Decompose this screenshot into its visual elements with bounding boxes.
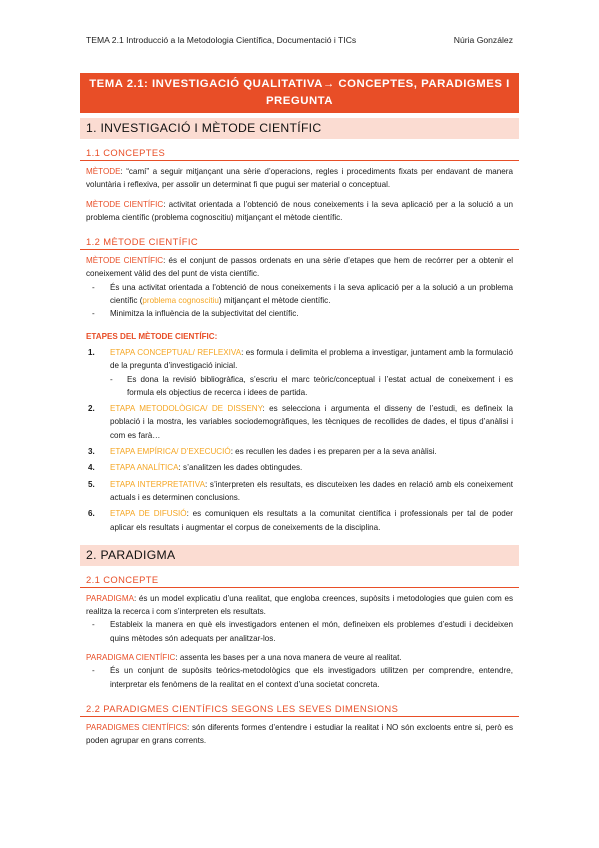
topic-banner	[80, 73, 519, 113]
stage-term: ETAPA METODOLÒGICA/ DE DISSENY	[110, 404, 263, 414]
stage-term: ETAPA INTERPRETATIVA	[110, 479, 205, 489]
stage-term: ETAPA CONCEPTUAL/ REFLEXIVA	[110, 347, 242, 357]
dash-marker: -	[110, 374, 113, 384]
list-item	[80, 373, 519, 400]
subsection-1-2-heading: 1.2 MÈTODE CIENTÍFIC	[80, 235, 519, 250]
list-item	[80, 281, 519, 308]
stage-subtext: Es dona la revisió bibliogràfica, s’escriu el marc teòric/conceptual i l’estat actual de coneixement i es formula els objectius de recerca i idees de partida.	[127, 374, 513, 397]
list-item	[80, 478, 519, 505]
header-course-title: TEMA 2.1 Introducció a la Metodologia Científica, Documentació i TICs	[86, 35, 357, 45]
stage-text: : es selecciona i argumenta el disseny de l’estudi, es defineix la població i la mostra, les variables sociodemogràfiques, les tècniques de recollides de dades, el tipus d’anàlisi i com es farà…	[110, 404, 514, 440]
header-author: Núria González	[453, 35, 513, 45]
stage-text: : es formula i delimita el problema a investigar, juntament amb la formulació de la pregunta d’investigació inicial.	[110, 347, 513, 371]
term-metode-cientific: MÈTODE CIENTÍFIC	[86, 199, 164, 209]
etapes-label: ETAPES DEL MÈTODE CIENTÍFIC:	[86, 331, 218, 341]
number-marker: 2.	[88, 404, 95, 414]
section-2-heading: 2. PARADIGMA	[80, 545, 519, 566]
stage-term: ETAPA DE DIFUSIÓ	[110, 509, 187, 519]
list-item	[80, 507, 519, 534]
paradigma-cientific-definition	[80, 651, 519, 664]
number-marker: 3.	[88, 447, 95, 457]
number-marker: 6.	[88, 509, 95, 519]
stage-term: ETAPA EMPÍRICA/ D’EXECUCIÓ	[110, 447, 231, 457]
paradigma-text: : és un model explicatiu d’una realitat, que engloba creences, supòsits i metodologies que guien com es realitza la recerca i com s’interpreten els resultats.	[86, 593, 513, 617]
term-metode: MÈTODE	[86, 167, 121, 176]
term-paradigma: PARADIGMA	[86, 593, 134, 603]
metode-cientific-definition-2	[80, 254, 519, 281]
stage-text: : es comuniquen els resultats a la comunitat científica i professionals per tal de poder aplicar els resultats i augmentar el corpus de coneixements de la disciplina.	[110, 509, 513, 532]
subsection-2-2-heading: 2.2 PARADIGMES CIENTÍFICS SEGONS LES SEVES DIMENSIONS	[80, 702, 519, 717]
metode-cientific-definition	[80, 198, 519, 225]
list-item	[80, 461, 519, 474]
list-item	[80, 307, 519, 320]
number-marker: 4.	[88, 463, 95, 473]
page-header	[86, 35, 513, 45]
metode-text: : “camí” a seguir mitjançant una sèrie d’operacions, regles i procediments fixats per endavant de manera voluntària i reflexiva, per assolir un determinat fi que pugui ser material o conceptual.	[86, 167, 513, 190]
list-item	[80, 402, 519, 442]
list-item	[80, 445, 519, 458]
section-1-heading: 1. INVESTIGACIÓ I MÈTODE CIENTÍFIC	[80, 118, 519, 139]
paradigma-definition	[80, 592, 519, 619]
number-marker: 1.	[88, 347, 95, 357]
banner-line-1: TEMA 2.1: INVESTIGACIÓ QUALITATIVA→ CONCEPTES, PARADIGMES I	[89, 78, 510, 90]
term-paradigma-cientific: PARADIGMA CIENTÍFIC	[86, 653, 176, 663]
bullet-text: Minimitza la influència de la subjectivitat del científic.	[110, 309, 299, 319]
dash-marker: -	[92, 282, 95, 292]
list-item	[80, 664, 519, 691]
stage-text: : s’analitzen les dades obtingudes.	[178, 463, 303, 473]
paradigmes-cientifics-text: : són diferents formes d’entendre i estudiar la realitat i NO són excloents entre si, però es poden agrupar en grans corrents.	[86, 722, 513, 746]
term-metode-cientific: MÈTODE CIENTÍFIC	[86, 256, 164, 266]
term-paradigmes-cientifics: PARADIGMES CIENTÍFICS	[86, 722, 188, 732]
metode-cientific-text: : activitat orientada a l’obtenció de nous coneixements i la seva aplicació per a la solució a un problema científic (problema cognoscitiu) mitjançant el mètode científic.	[86, 199, 513, 222]
banner-line-2: PREGUNTA	[265, 95, 334, 107]
stage-text: : s’interpreten els resultats, es discuteixen les dades en relació amb els coneixement actuals i es determinen conclusions.	[110, 479, 513, 502]
metode-cientific-text-2: : és el conjunt de passos ordenats en una sèrie d’etapes que hem de recórrer per a obtenir el coneixement vàlid des del punt de vista científic.	[86, 256, 513, 279]
bullet-text: És una activitat orientada a l’obtenció de nous coneixements i la seva aplicació per a la solució a un problema científic (	[110, 282, 513, 306]
dash-marker: -	[92, 620, 95, 630]
metode-definition	[80, 165, 519, 192]
stage-text: : es recullen les dades i es preparen per a la seva anàlisi.	[230, 447, 437, 457]
stage-term: ETAPA ANALÍTICA	[110, 463, 179, 473]
list-item	[80, 346, 519, 373]
document-body	[80, 118, 519, 748]
bullet-text: ) mitjançant el mètode científic.	[218, 296, 331, 306]
subsection-2-1-heading: 2.1 CONCEPTE	[80, 573, 519, 588]
paradigma-cientific-text: : assenta les bases per a una nova manera de veure al realitat.	[175, 653, 402, 663]
bullet-text: Estableix la manera en què els investigadors entenen el món, defineixen els problemes d’estudi i decideixen quins mètodes són adequats per analitzar-los.	[110, 620, 513, 643]
paradigmes-cientifics-definition	[80, 721, 519, 748]
subsection-1-1-heading: 1.1 CONCEPTES	[80, 146, 519, 161]
dash-marker: -	[92, 666, 95, 676]
bullet-text: És un conjunt de supòsits teòrics-metodològics que els investigadors utilitzen per comprendre, entendre, interpretar els fenòmens de la realitat en el context d’una societat concreta.	[110, 666, 513, 689]
list-item	[80, 618, 519, 645]
highlight-text: problema cognoscitiu	[142, 296, 219, 306]
dash-marker: -	[92, 309, 95, 319]
number-marker: 5.	[88, 479, 95, 489]
